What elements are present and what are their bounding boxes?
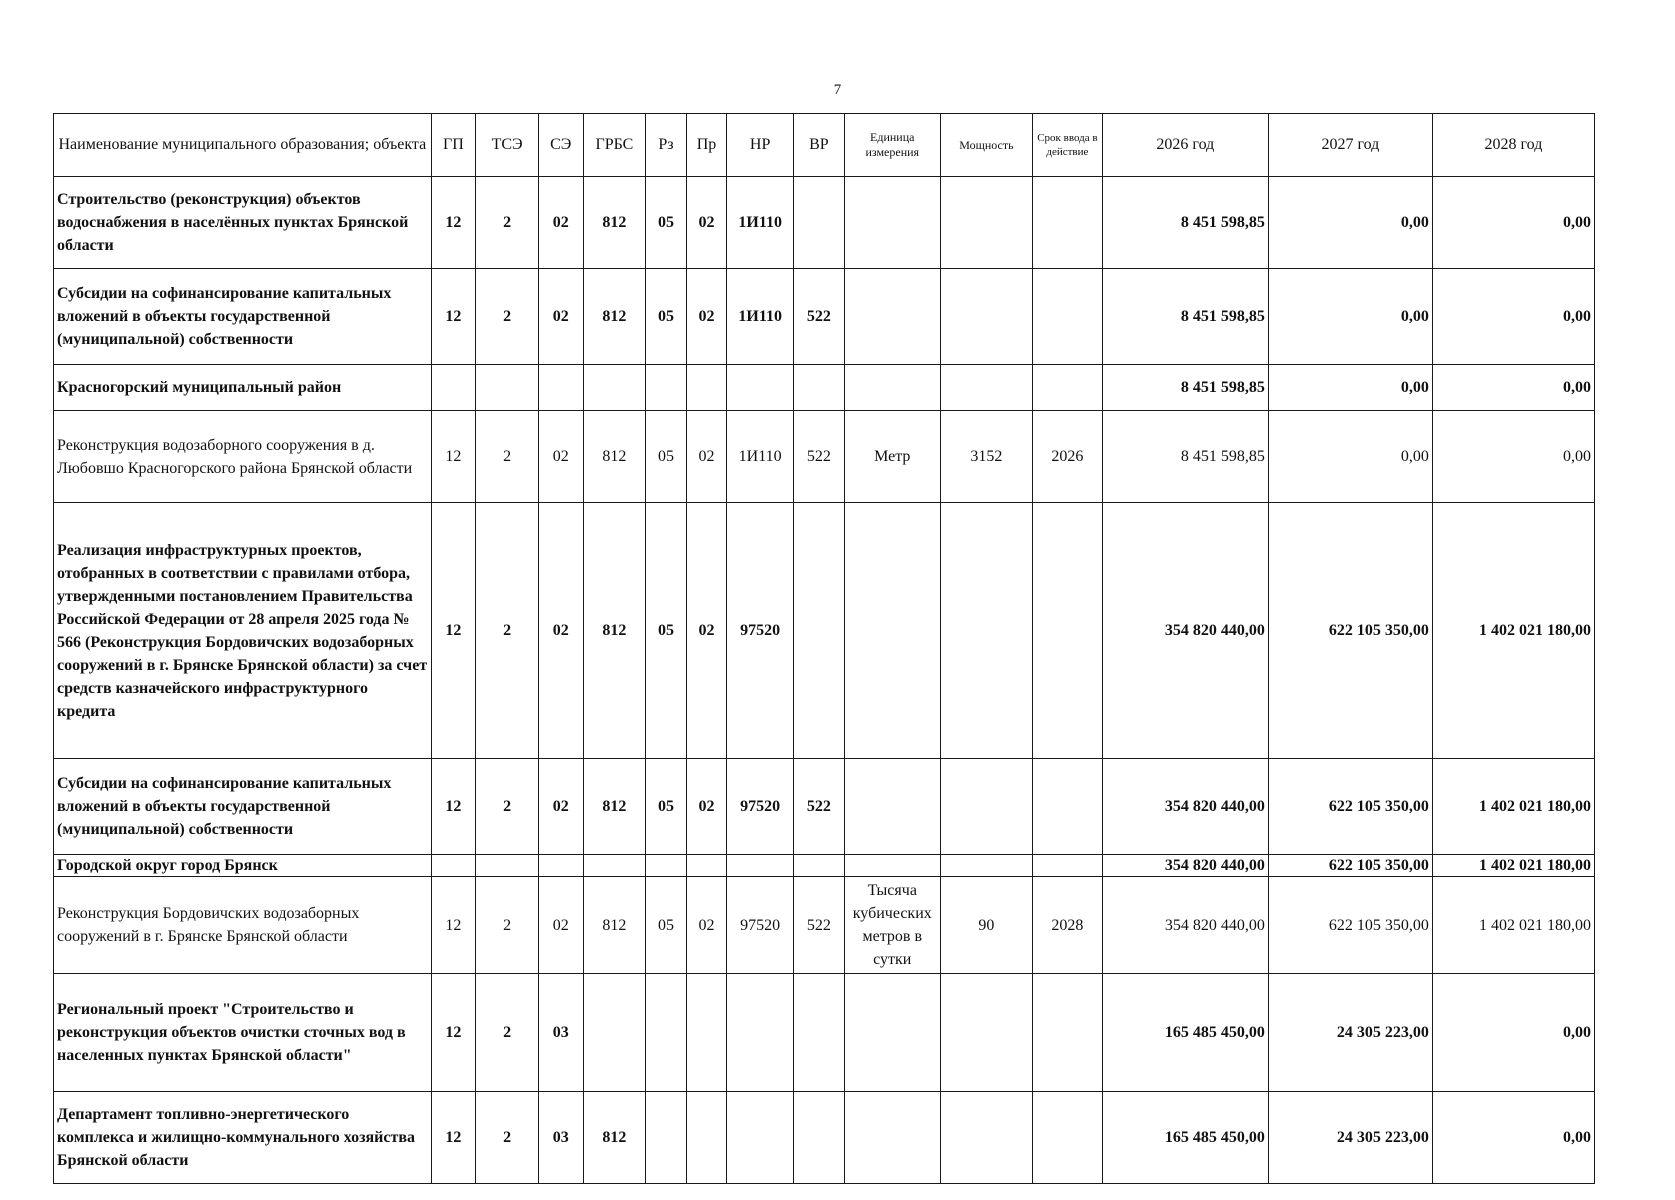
- page-number: 7: [833, 82, 842, 98]
- row-capacity: [940, 1092, 1032, 1184]
- row-2026: 8 451 598,85: [1102, 269, 1268, 365]
- row-pr: 02: [686, 503, 726, 759]
- header-2028: 2028 год: [1432, 114, 1594, 177]
- row-grbs: 812: [583, 759, 646, 855]
- row-unit: [844, 365, 940, 411]
- row-2027: 622 105 350,00: [1268, 877, 1432, 974]
- row-2027: 622 105 350,00: [1268, 759, 1432, 855]
- row-2028: 0,00: [1432, 1092, 1594, 1184]
- row-rz: 05: [646, 269, 686, 365]
- row-grbs: 812: [583, 1092, 646, 1184]
- row-2028: 1 402 021 180,00: [1432, 877, 1594, 974]
- table-row: [54, 503, 1595, 759]
- row-capacity: 90: [940, 877, 1032, 974]
- header-tse: ТСЭ: [476, 114, 539, 177]
- row-gp: 12: [431, 177, 476, 269]
- row-vr: [794, 974, 845, 1092]
- row-tse: 2: [476, 411, 539, 503]
- row-name: Региональный проект "Строительство и реконструкция объектов очистки сточных вод в населенных пунктах Брянской области": [54, 974, 432, 1092]
- row-tse: 2: [476, 1092, 539, 1184]
- row-nr: 97520: [727, 877, 794, 974]
- row-vr: [794, 1092, 845, 1184]
- header-2027: 2027 год: [1268, 114, 1432, 177]
- row-pr: 02: [686, 269, 726, 365]
- row-2027: 0,00: [1268, 269, 1432, 365]
- row-name: Городской округ город Брянск: [54, 855, 432, 877]
- row-2027: 0,00: [1268, 177, 1432, 269]
- row-capacity: [940, 365, 1032, 411]
- row-commission: 2028: [1032, 877, 1102, 974]
- header-name: Наименование муниципального образования; объекта: [54, 114, 432, 177]
- table-row: [54, 974, 1595, 1092]
- header-nr: НР: [727, 114, 794, 177]
- row-tse: 2: [476, 877, 539, 974]
- row-tse: 2: [476, 759, 539, 855]
- row-rz: [646, 974, 686, 1092]
- row-2028: 0,00: [1432, 177, 1594, 269]
- row-unit: [844, 759, 940, 855]
- row-gp: 12: [431, 759, 476, 855]
- row-se: 02: [538, 877, 583, 974]
- row-gp: 12: [431, 1092, 476, 1184]
- row-rz: [646, 1092, 686, 1184]
- budget-table: [53, 113, 1595, 1184]
- row-nr: 97520: [727, 503, 794, 759]
- row-pr: 02: [686, 877, 726, 974]
- row-rz: [646, 855, 686, 877]
- row-pr: 02: [686, 177, 726, 269]
- table-row: [54, 411, 1595, 503]
- row-2026: 165 485 450,00: [1102, 974, 1268, 1092]
- row-unit: Тысяча кубических метров в сутки: [844, 877, 940, 974]
- row-commission: [1032, 759, 1102, 855]
- row-rz: 05: [646, 759, 686, 855]
- header-rz: Рз: [646, 114, 686, 177]
- header-unit: Единица измерения: [844, 114, 940, 177]
- row-se: 02: [538, 411, 583, 503]
- row-tse: 2: [476, 177, 539, 269]
- row-grbs: 812: [583, 503, 646, 759]
- row-rz: 05: [646, 177, 686, 269]
- row-gp: 12: [431, 269, 476, 365]
- row-gp: 12: [431, 877, 476, 974]
- header-capacity: Мощность: [940, 114, 1032, 177]
- row-grbs: [583, 365, 646, 411]
- row-vr: 522: [794, 877, 845, 974]
- row-vr: 522: [794, 759, 845, 855]
- row-commission: [1032, 177, 1102, 269]
- row-tse: [476, 855, 539, 877]
- row-unit: [844, 1092, 940, 1184]
- row-grbs: 812: [583, 877, 646, 974]
- row-2027: 0,00: [1268, 411, 1432, 503]
- row-vr: [794, 855, 845, 877]
- row-nr: 1И110: [727, 269, 794, 365]
- row-name: Субсидии на софинансирование капитальных вложений в объекты государственной (муниципальной) собственности: [54, 759, 432, 855]
- row-2026: 354 820 440,00: [1102, 855, 1268, 877]
- row-capacity: [940, 177, 1032, 269]
- row-capacity: [940, 759, 1032, 855]
- row-rz: [646, 365, 686, 411]
- row-se: 02: [538, 503, 583, 759]
- row-tse: 2: [476, 269, 539, 365]
- row-unit: [844, 177, 940, 269]
- row-2027: 622 105 350,00: [1268, 503, 1432, 759]
- row-2026: 8 451 598,85: [1102, 365, 1268, 411]
- row-name: Департамент топливно-энергетического комплекса и жилищно-коммунального хозяйства Брянской области: [54, 1092, 432, 1184]
- row-nr: [727, 365, 794, 411]
- row-pr: [686, 365, 726, 411]
- row-pr: [686, 974, 726, 1092]
- row-se: 02: [538, 759, 583, 855]
- row-vr: [794, 503, 845, 759]
- row-nr: 97520: [727, 759, 794, 855]
- row-grbs: [583, 974, 646, 1092]
- row-vr: 522: [794, 411, 845, 503]
- row-commission: [1032, 974, 1102, 1092]
- header-vr: ВР: [794, 114, 845, 177]
- header-grbs: ГРБС: [583, 114, 646, 177]
- header-pr: Пр: [686, 114, 726, 177]
- row-2027: 0,00: [1268, 365, 1432, 411]
- header-row: [54, 114, 1595, 177]
- row-2026: 354 820 440,00: [1102, 503, 1268, 759]
- row-grbs: 812: [583, 177, 646, 269]
- row-commission: [1032, 855, 1102, 877]
- row-commission: 2026: [1032, 411, 1102, 503]
- row-name: Реконструкция Бордовичских водозаборных сооружений в г. Брянске Брянской области: [54, 877, 432, 974]
- table-row: [54, 365, 1595, 411]
- row-pr: 02: [686, 759, 726, 855]
- row-name: Красногорский муниципальный район: [54, 365, 432, 411]
- header-2026: 2026 год: [1102, 114, 1268, 177]
- header-commission: Срок ввода в действие: [1032, 114, 1102, 177]
- row-pr: [686, 1092, 726, 1184]
- row-2028: 0,00: [1432, 269, 1594, 365]
- row-commission: [1032, 269, 1102, 365]
- row-nr: 1И110: [727, 177, 794, 269]
- row-2028: 1 402 021 180,00: [1432, 855, 1594, 877]
- row-2026: 354 820 440,00: [1102, 759, 1268, 855]
- row-vr: [794, 177, 845, 269]
- row-nr: [727, 855, 794, 877]
- row-2026: 165 485 450,00: [1102, 1092, 1268, 1184]
- row-capacity: [940, 974, 1032, 1092]
- row-tse: 2: [476, 503, 539, 759]
- row-capacity: [940, 269, 1032, 365]
- row-commission: [1032, 1092, 1102, 1184]
- row-2026: 8 451 598,85: [1102, 411, 1268, 503]
- row-gp: 12: [431, 974, 476, 1092]
- row-se: 03: [538, 1092, 583, 1184]
- header-gp: ГП: [431, 114, 476, 177]
- row-unit: [844, 855, 940, 877]
- row-commission: [1032, 365, 1102, 411]
- row-vr: [794, 365, 845, 411]
- row-se: 02: [538, 269, 583, 365]
- row-2026: 354 820 440,00: [1102, 877, 1268, 974]
- row-vr: 522: [794, 269, 845, 365]
- row-nr: 1И110: [727, 411, 794, 503]
- row-unit: [844, 974, 940, 1092]
- row-gp: 12: [431, 503, 476, 759]
- row-nr: [727, 974, 794, 1092]
- row-2026: 8 451 598,85: [1102, 177, 1268, 269]
- row-se: [538, 365, 583, 411]
- row-gp: [431, 855, 476, 877]
- row-se: 02: [538, 177, 583, 269]
- row-grbs: 812: [583, 411, 646, 503]
- row-grbs: 812: [583, 269, 646, 365]
- row-rz: 05: [646, 503, 686, 759]
- row-name: Субсидии на софинансирование капитальных вложений в объекты государственной (муниципальной) собственности: [54, 269, 432, 365]
- row-2028: 0,00: [1432, 974, 1594, 1092]
- row-unit: [844, 503, 940, 759]
- row-2027: 24 305 223,00: [1268, 1092, 1432, 1184]
- row-se: [538, 855, 583, 877]
- row-2027: 622 105 350,00: [1268, 855, 1432, 877]
- row-gp: [431, 365, 476, 411]
- row-nr: [727, 1092, 794, 1184]
- row-2028: 1 402 021 180,00: [1432, 759, 1594, 855]
- row-unit: [844, 269, 940, 365]
- row-tse: 2: [476, 974, 539, 1092]
- row-2028: 0,00: [1432, 411, 1594, 503]
- row-capacity: 3152: [940, 411, 1032, 503]
- row-2027: 24 305 223,00: [1268, 974, 1432, 1092]
- table-row: [54, 855, 1595, 877]
- row-name: Реализация инфраструктурных проектов, отобранных в соответствии с правилами отбора, утвержденными постановлением Правительства Российской Федерации от 28 апреля 2025 года № 566 (Реконструкция Бордовичских водозаборных сооружений в г. Брянске Брянской области) за счет средств казначейского инфраструктурного кредита: [54, 503, 432, 759]
- row-pr: [686, 855, 726, 877]
- row-name: Строительство (реконструкция) объектов водоснабжения в населённых пунктах Брянской области: [54, 177, 432, 269]
- row-capacity: [940, 855, 1032, 877]
- table-row: [54, 759, 1595, 855]
- row-grbs: [583, 855, 646, 877]
- row-capacity: [940, 503, 1032, 759]
- row-gp: 12: [431, 411, 476, 503]
- row-tse: [476, 365, 539, 411]
- table-row: [54, 177, 1595, 269]
- row-rz: 05: [646, 411, 686, 503]
- row-2028: 0,00: [1432, 365, 1594, 411]
- row-pr: 02: [686, 411, 726, 503]
- row-rz: 05: [646, 877, 686, 974]
- table-row: [54, 269, 1595, 365]
- row-commission: [1032, 503, 1102, 759]
- table-row: [54, 1092, 1595, 1184]
- row-se: 03: [538, 974, 583, 1092]
- row-name: Реконструкция водозаборного сооружения в д. Любовшо Красногорского района Брянской области: [54, 411, 432, 503]
- header-se: СЭ: [538, 114, 583, 177]
- row-2028: 1 402 021 180,00: [1432, 503, 1594, 759]
- row-unit: Метр: [844, 411, 940, 503]
- table-row: [54, 877, 1595, 974]
